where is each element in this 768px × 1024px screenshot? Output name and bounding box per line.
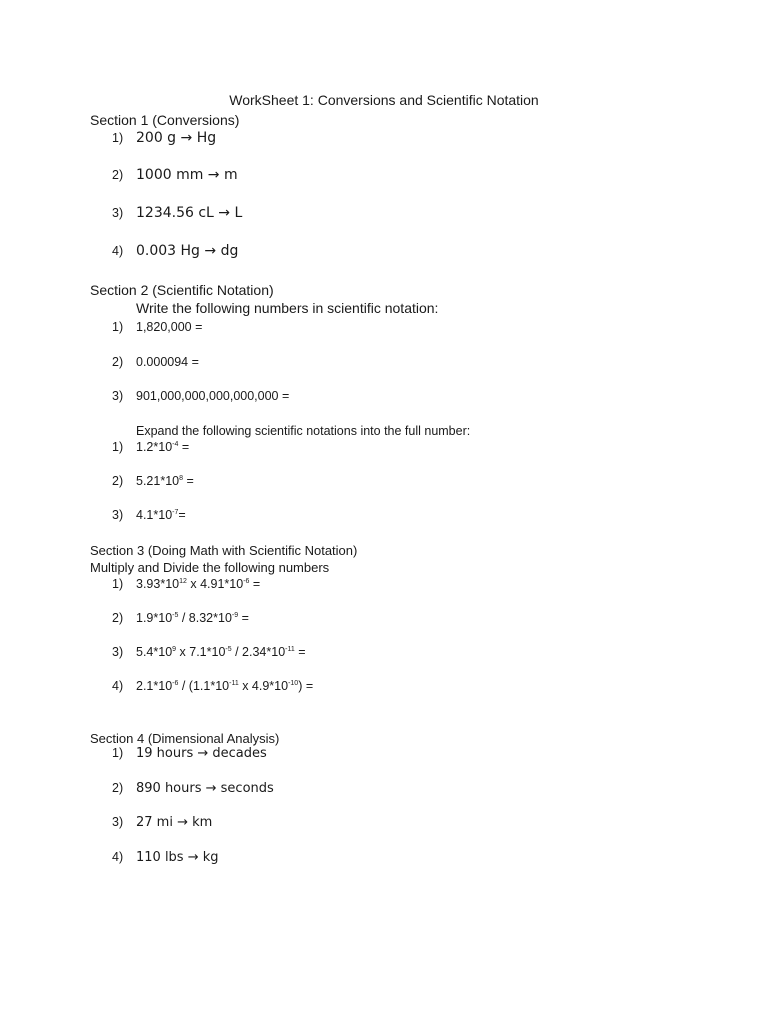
expr-part: / 8.32*10	[178, 611, 232, 625]
section2-instruction-b: Expand the following scientific notations into the full number:	[136, 424, 471, 438]
expr-part: =	[238, 611, 249, 625]
expr-part: =	[249, 577, 261, 591]
item-number: 4)	[112, 679, 124, 693]
section4-heading: Section 4 (Dimensional Analysis)	[90, 731, 280, 746]
item-expression	[136, 440, 189, 454]
item-number: 4)	[112, 850, 124, 864]
expr-exponent: -9	[231, 611, 239, 619]
expr-part: 5.4*10	[136, 645, 173, 659]
expr-exponent: -6	[172, 679, 179, 687]
item-number: 3)	[112, 389, 124, 403]
section3-instruction: Multiply and Divide the following numbers	[90, 560, 330, 575]
item-text: 1,820,000 =	[136, 320, 203, 334]
item-expression	[136, 577, 260, 591]
section2-a-item-1	[112, 320, 202, 334]
expr-exponent: -6	[243, 577, 250, 585]
section1-item-2	[112, 167, 238, 183]
section3-item-1	[112, 577, 260, 591]
section2-a-item-3	[112, 389, 289, 403]
item-number: 2)	[112, 355, 124, 369]
expr-exponent: -11	[285, 645, 295, 653]
expr-tail: =	[178, 508, 186, 522]
item-number: 1)	[112, 320, 124, 334]
item-number: 3)	[112, 206, 124, 220]
item-expression	[136, 645, 306, 659]
expr-part: x 4.9*10	[238, 679, 289, 693]
expr-part: =	[294, 645, 306, 659]
item-text: 0.000094 =	[136, 355, 199, 369]
section1-heading: Section 1 (Conversions)	[90, 112, 240, 128]
expr-base: 1.2*10	[136, 440, 173, 454]
item-number: 4)	[112, 244, 124, 258]
section2-b-item-2	[112, 474, 194, 488]
item-text: 110 lbs → kg	[136, 850, 219, 865]
section4-item-1	[112, 746, 267, 761]
item-number: 1)	[112, 746, 124, 760]
expr-exponent: 9	[172, 645, 177, 653]
section1-item-3	[112, 205, 242, 221]
section4-item-2	[112, 781, 274, 796]
item-text: 27 mi → km	[136, 815, 213, 830]
expr-exponent: -11	[229, 679, 239, 687]
item-number: 2)	[112, 474, 124, 488]
item-number: 2)	[112, 781, 124, 795]
expr-part: / (1.1*10	[178, 679, 230, 693]
item-expression	[136, 474, 194, 488]
item-number: 1)	[112, 577, 124, 591]
expr-base: 5.21*10	[136, 474, 180, 488]
worksheet-title: WorkSheet 1: Conversions and Scientific Notation	[229, 92, 539, 108]
item-number: 1)	[112, 131, 124, 145]
section3-heading: Section 3 (Doing Math with Scientific Notation)	[90, 543, 358, 558]
item-number: 3)	[112, 815, 124, 829]
section2-b-item-1	[112, 440, 189, 454]
section2-a-item-2	[112, 355, 199, 369]
section3-item-4	[112, 679, 313, 693]
item-text: 890 hours → seconds	[136, 781, 274, 796]
expr-part: x 4.91*10	[186, 577, 244, 591]
section3-item-2	[112, 611, 249, 625]
section2-instruction-a: Write the following numbers in scientific notation:	[136, 300, 439, 316]
expr-exponent: -4	[172, 440, 179, 448]
item-number: 2)	[112, 611, 124, 625]
expr-exponent: -10	[288, 679, 299, 687]
section1-item-1	[112, 130, 216, 146]
item-expression	[136, 611, 249, 625]
item-number: 3)	[112, 645, 124, 659]
expr-part: ) =	[298, 679, 314, 693]
expr-tail: =	[183, 474, 194, 488]
section4-item-3	[112, 815, 212, 830]
expr-exponent: 8	[179, 474, 184, 482]
item-expression	[136, 679, 313, 693]
section3-item-3	[112, 645, 306, 659]
expr-exponent: 12	[179, 577, 187, 585]
item-text: 901,000,000,000,000,000 =	[136, 389, 290, 403]
expr-tail: =	[178, 440, 190, 454]
item-number: 1)	[112, 440, 124, 454]
expr-part: 1.9*10	[136, 611, 173, 625]
expr-exponent: -5	[225, 645, 232, 653]
expr-part: 2.1*10	[136, 679, 173, 693]
item-number: 3)	[112, 508, 124, 522]
expr-base: 4.1*10	[136, 508, 173, 522]
expr-part: 3.93*10	[136, 577, 180, 591]
item-text: 19 hours → decades	[136, 746, 267, 761]
item-text: 1000 mm → m	[136, 167, 238, 183]
item-text: 1234.56 cL → L	[136, 205, 243, 221]
item-text: 200 g → Hg	[136, 130, 217, 146]
expr-exponent: -7	[172, 508, 179, 516]
item-number: 2)	[112, 168, 124, 182]
section4-item-4	[112, 850, 219, 865]
item-expression	[136, 508, 186, 522]
expr-exponent: -5	[172, 611, 179, 619]
section2-b-item-3	[112, 508, 186, 522]
item-text: 0.003 Hg → dg	[136, 243, 239, 259]
expr-part: x 7.1*10	[176, 645, 226, 659]
section2-heading: Section 2 (Scientific Notation)	[90, 282, 274, 298]
expr-part: / 2.34*10	[231, 645, 286, 659]
section1-item-4	[112, 243, 238, 259]
